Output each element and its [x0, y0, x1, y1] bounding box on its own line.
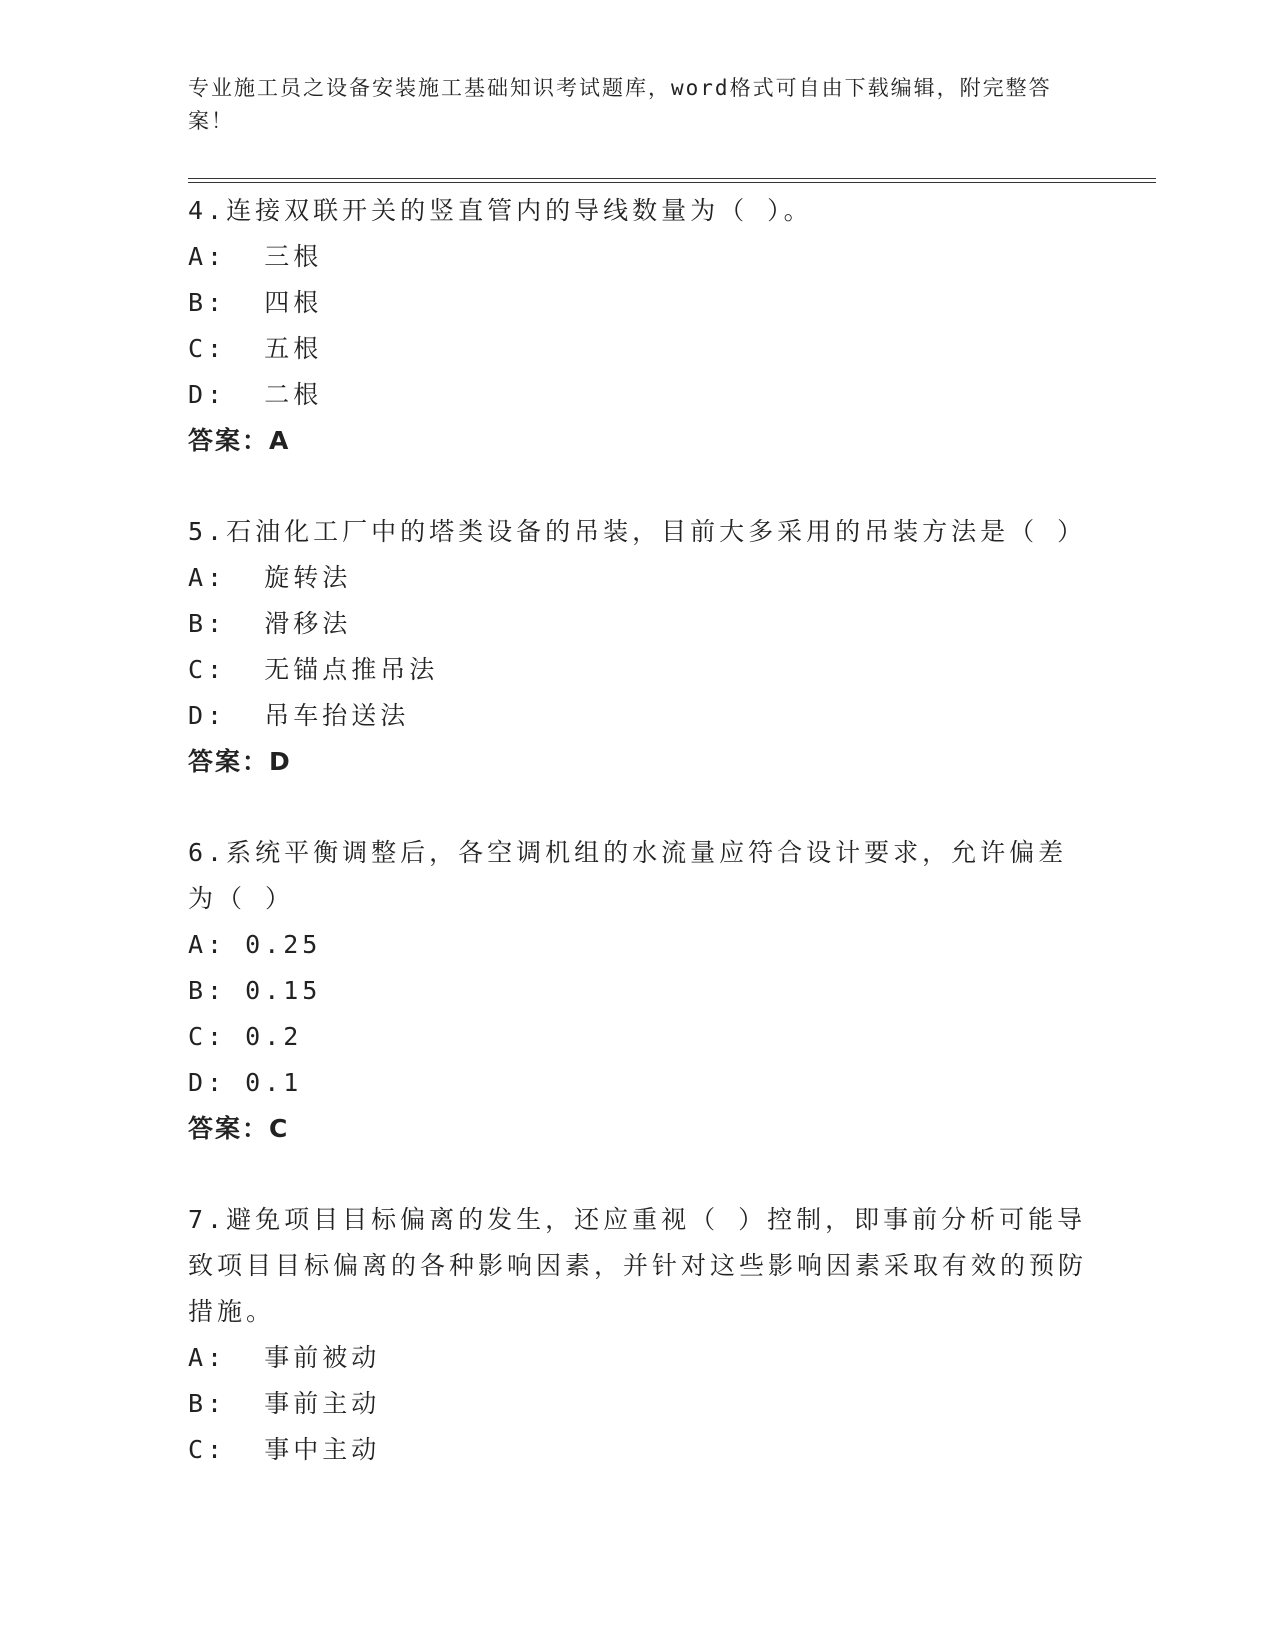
- question-stem: 5.石油化工厂中的塔类设备的吊装，目前大多采用的吊装方法是（ ）: [188, 517, 1087, 546]
- option-b: B: 0.15: [188, 976, 322, 1005]
- option-d: D: 吊车抬送法: [188, 701, 410, 730]
- question-stem: 6.系统平衡调整后，各空调机组的水流量应符合设计要求，允许偏差为（ ）: [188, 838, 1068, 913]
- answer-line: 答案：D: [188, 747, 292, 776]
- answer-line: 答案：A: [188, 426, 291, 455]
- option-c: C: 0.2: [188, 1022, 303, 1051]
- option-b: B: 事前主动: [188, 1389, 381, 1418]
- option-a: A: 事前被动: [188, 1343, 381, 1372]
- option-b: B: 四根: [188, 288, 323, 317]
- option-c: C: 无锚点推吊法: [188, 655, 439, 684]
- header-divider: [188, 178, 1156, 183]
- option-d: D: 二根: [188, 380, 323, 409]
- document-header: 专业施工员之设备安装施工基础知识考试题库，word格式可自由下载编辑，附完整答案！: [188, 76, 1052, 133]
- question-list: [188, 188, 1088, 1518]
- question-stem: 4.连接双联开关的竖直管内的导线数量为（ ）。: [188, 196, 813, 225]
- answer-line: 答案：C: [188, 1114, 290, 1143]
- option-c: C: 事中主动: [188, 1435, 381, 1464]
- option-d: D: 0.1: [188, 1068, 303, 1097]
- option-a: A: 0.25: [188, 930, 322, 959]
- question-5: [188, 509, 1088, 785]
- option-b: B: 滑移法: [188, 609, 352, 638]
- question-6: [188, 830, 1088, 1152]
- option-a: A: 旋转法: [188, 563, 352, 592]
- question-7: [188, 1197, 1088, 1473]
- question-stem: 7.避免项目目标偏离的发生，还应重视（ ）控制，即事前分析可能导致项目目标偏离的各种影响因素，并针对这些影响因素采取有效的预防措施。: [188, 1205, 1088, 1326]
- question-4: [188, 188, 1088, 464]
- option-a: A: 三根: [188, 242, 323, 271]
- option-c: C: 五根: [188, 334, 323, 363]
